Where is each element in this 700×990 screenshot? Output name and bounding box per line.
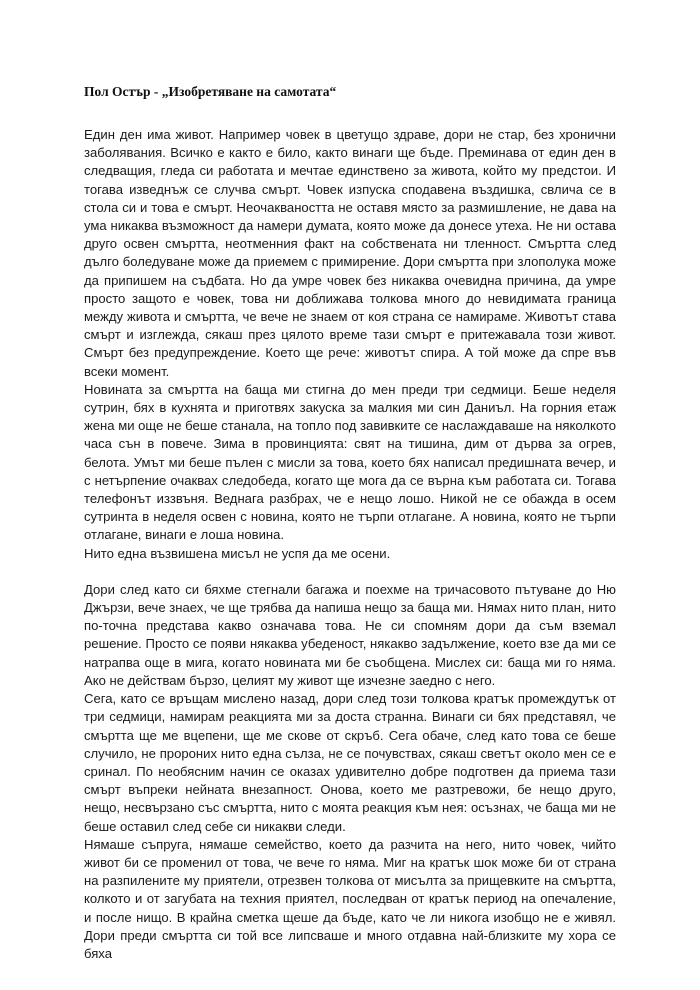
document-body: [84, 126, 616, 963]
paragraph-2: Новината за смъртта на баща ми стигна до мен преди три седмици. Беше неделя сутрин, бях в кухнята и приготвях закуска за малкия ми син Даниъл. На горния етаж жена ми още не беше станала, на топло под завивките се наслаждаваше на няколкото часа сън в повече. Зима в провинцията: свят на тишина, дим от дърва за огрев, белота. Умът ми беше пълен с мисли за това, което бях написал предишната вечер, и с нетърпение очаквах следобеда, когато ще мога да се върна към работата си. Тогава телефонът иззвъня. Веднага разбрах, че е нещо лошо. Никой не се обажда в осем сутринта в неделя освен с новина, която не търпи отлагане. А новина, която не търпи отлагане, винаги е лоша новина.: [84, 381, 616, 543]
paragraph-4: Дори след като си бяхме стегнали багажа и поехме на тричасовото пътуване до Ню Джързи, вече знаех, че ще трябва да напиша нещо за баща ми. Нямах нито план, нито по-точна представа какво означава това. Не си спомням дори да съм вземал решение. Просто се появи някаква убеденост, някакво задължение, което взе да ми се натрапва още в мига, когато новината ми бе съобщена. Мислех си: баща ми го няма. Ако не действам бързо, целият му живот ще изчезне заедно с него.: [84, 581, 616, 688]
paragraph-3: Нито една възвишена мисъл не успя да ме осени.: [84, 545, 391, 561]
document-title: Пол Остър - „Изобретяване на самотата“: [84, 84, 337, 99]
paragraph-6: Нямаше съпруга, нямаше семейство, което да разчита на него, нито човек, чийто живот би се променил от това, че вече го няма. Миг на кратък шок може би от страна на разпилените му приятели, отрезвен толкова от мисълта за прищевките на смъртта, колкото и от загубата на техния приятел, последван от кратък период на опечаление, и после нищо. В крайна сметка щеше да бъде, като че ли никога изобщо не е живял. Дори преди смъртта си той все липсваше и много отдавна най-близките му хора се бяха: [84, 836, 616, 961]
paragraph-1: Един ден има живот. Например човек в цветущо здраве, дори не стар, без хронични заболявания. Всичко е както е било, както винаги ще бъде. Преминава от един ден в следващия, гледа си работата и мечтае единствено за живота, който му предстои. И тогава изведнъж се случва смърт. Човек изпуска сподавена въздишка, свлича се в стола си и това е смърт. Неочакваността не оставя място за размишление, не дава на ума никаква възможност да намери думата, която може да донесе утеха. Не ни остава друго освен смъртта, неотменния факт на собствената ни тленност. Смъртта след дълго боледуване може да приемем с примирение. Дори смъртта при злополука може да припишем на съдбата. Но да умре човек без никаква очевидна причина, да умре просто защото е човек, това ни доближава толкова много до невидимата граница между живота и смъртта, че вече не знаем от коя страна се намираме. Животът става смърт и изглежда, сякаш през цялото време тази смърт е притежавала този живот. Смърт без предупреждение. Което ще рече: животът спира. А той може да спре във всеки момент.: [84, 127, 616, 379]
paragraph-5: Сега, като се връщам мислено назад, дори след този толкова кратък промеждутък от три седмици, намирам реакцията ми за доста странна. Винаги си бях представял, че смъртта ще ме вцепени, ще ме скове от скръб. Сега обаче, след като това се беше случило, не пророних нито една сълза, не се почувствах, сякаш светът около мен се е сринал. По необясним начин се оказах удивително добре подготвен да приема тази смърт въпреки нейната внезапност. Онова, което ме разтревожи, бе нещо друго, нещо, несвързано със смъртта, нито с моята реакция към нея: осъзнах, че баща ми не беше оставил след себе си никакви следи.: [84, 691, 616, 834]
paragraph-spacer: [84, 563, 616, 581]
